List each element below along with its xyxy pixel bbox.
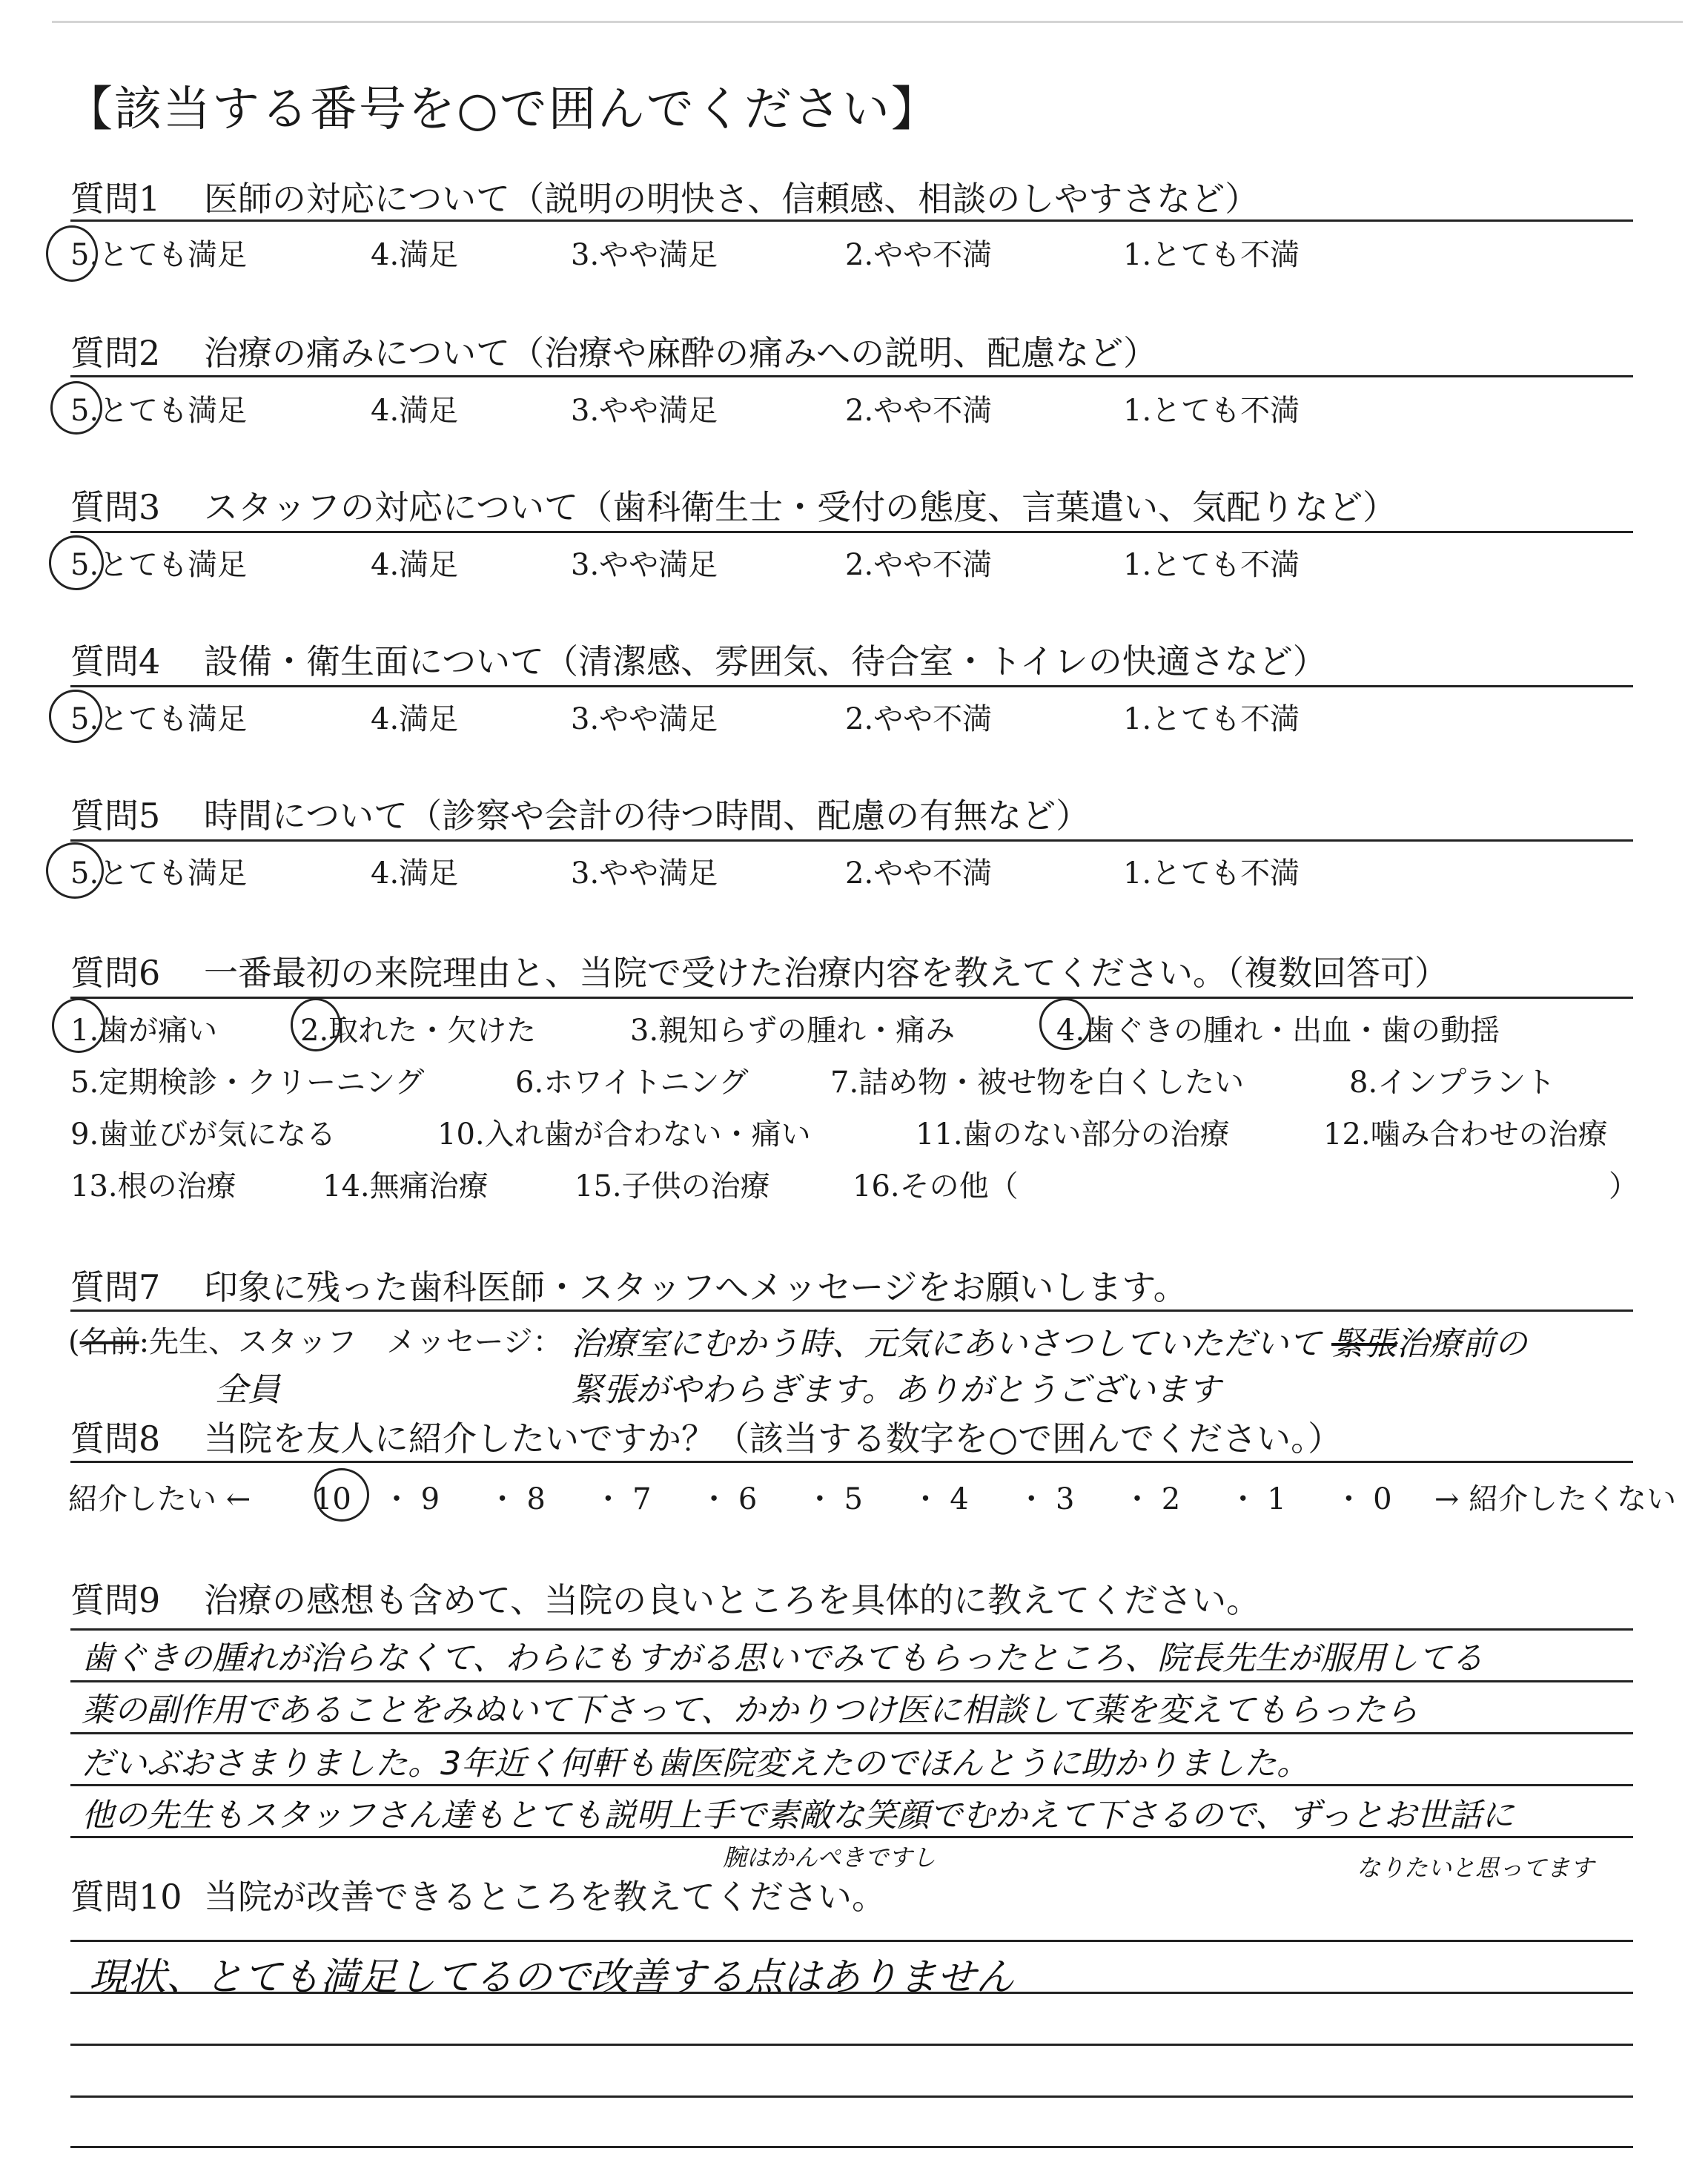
answer-line bbox=[70, 1732, 1633, 1734]
answer-circle bbox=[291, 998, 341, 1051]
answer-line bbox=[70, 2146, 1633, 2148]
question-number: 質問1 bbox=[70, 179, 161, 219]
question-6 bbox=[70, 946, 1449, 995]
reason-option[interactable]: 7.詰め物・被せ物を白くしたい bbox=[830, 1066, 1245, 1100]
answer-line bbox=[70, 1992, 1633, 1994]
answer-circle bbox=[46, 225, 98, 282]
rating-option[interactable]: 4.満足 bbox=[371, 548, 459, 582]
question-text: スタッフの対応について（歯科衛生士・受付の態度、言葉遣い、気配りなど） bbox=[204, 487, 1397, 527]
reason-option[interactable]: 16.その他（ bbox=[853, 1169, 1019, 1203]
scale-value[interactable]: 9 bbox=[420, 1482, 440, 1516]
divider bbox=[70, 1309, 1633, 1312]
scale-value[interactable]: 7 bbox=[632, 1482, 652, 1516]
rating-option[interactable]: 1.とても不満 bbox=[1123, 702, 1300, 736]
question-number: 質問5 bbox=[70, 796, 161, 836]
reason-option[interactable]: 3.親知らずの腫れ・痛み bbox=[630, 1014, 956, 1048]
answer-line bbox=[70, 2044, 1633, 2046]
answer-circle bbox=[1039, 998, 1091, 1050]
rating-option[interactable]: 2.やや不満 bbox=[845, 548, 993, 582]
rating-option[interactable]: 2.やや不満 bbox=[845, 394, 993, 428]
recommend-scale: 紹介したい ← 10 ・ 9 ・ 8 ・ 7 ・ 6 ・ 5 ・ 4 ・ 3 ・ 2 ・ 1 ・ 0 → 紹介したくない bbox=[68, 1476, 1676, 1518]
rating-option[interactable]: 2.やや不満 bbox=[845, 856, 993, 891]
divider bbox=[70, 685, 1633, 687]
rating-option[interactable]: 1.とても不満 bbox=[1123, 856, 1300, 891]
rating-option[interactable]: 1.とても不満 bbox=[1123, 394, 1300, 428]
rating-option[interactable]: 4.満足 bbox=[371, 238, 459, 272]
question-2 bbox=[70, 326, 1157, 375]
rating-option[interactable]: 5.とても満足 bbox=[70, 238, 248, 272]
reason-option[interactable]: 11.歯のない部分の治療 bbox=[916, 1117, 1230, 1152]
answer-line-4: 他の先生もスタッフさん達もとても説明上手で素敵な笑顔でむかえて下さるので、ずっとお世話に bbox=[82, 1797, 1515, 1834]
answer-circle bbox=[314, 1468, 369, 1522]
rating-option[interactable]: 4.満足 bbox=[371, 856, 459, 891]
reason-option[interactable]: 1.歯が痛い bbox=[70, 1014, 218, 1048]
question-10 bbox=[70, 1870, 886, 1919]
answer-circle bbox=[49, 535, 104, 590]
rating-option[interactable]: 3.やや満足 bbox=[571, 856, 718, 891]
question-text: 時間について（診察や会計の待つ時間、配慮の有無など） bbox=[204, 796, 1090, 836]
answer-line-3: だいぶおさまりました。3年近く何軒も歯医院変えたのでほんとうに助かりました。 bbox=[82, 1745, 1309, 1783]
reason-option[interactable]: 5.定期検診・クリーニング bbox=[70, 1066, 425, 1100]
reason-option[interactable]: 8.インプラント bbox=[1349, 1066, 1556, 1100]
divider bbox=[70, 375, 1633, 377]
answer-line bbox=[70, 1628, 1633, 1631]
reason-option[interactable]: 6.ホワイトニング bbox=[515, 1066, 749, 1100]
question-number: 質問7 bbox=[70, 1267, 161, 1307]
scale-value[interactable]: 3 bbox=[1055, 1482, 1075, 1516]
answer-circle bbox=[50, 381, 102, 435]
rating-option[interactable]: 3.やや満足 bbox=[571, 702, 718, 736]
scale-value[interactable]: 2 bbox=[1161, 1482, 1181, 1516]
question-text: 当院が改善できるところを教えてください。 bbox=[204, 1877, 886, 1917]
scale-value[interactable]: 6 bbox=[738, 1482, 758, 1516]
message-label: (名前:先生、スタッフ メッセージ： bbox=[68, 1325, 563, 1359]
reason-option[interactable]: 9.歯並びが気になる bbox=[70, 1117, 337, 1152]
question-number: 質問4 bbox=[70, 641, 161, 681]
question-3 bbox=[70, 480, 1397, 529]
answer-circle bbox=[52, 998, 105, 1053]
question-text: 一番最初の来院理由と、当院で受けた治療内容を教えてください。（複数回答可） bbox=[204, 953, 1449, 993]
rating-option[interactable]: 5.とても満足 bbox=[70, 856, 248, 891]
message-line-2: 緊張がやわらぎます。ありがとうございます bbox=[571, 1371, 1221, 1409]
answer-line-1: 歯ぐきの腫れが治らなくて、わらにもすがる思いでみてもらったところ、院長先生が服用してる bbox=[82, 1639, 1484, 1677]
divider bbox=[70, 1461, 1633, 1463]
question-7 bbox=[70, 1261, 1188, 1309]
answer-line bbox=[70, 1784, 1633, 1786]
rating-option[interactable]: 5.とても満足 bbox=[70, 548, 248, 582]
question-number: 質問9 bbox=[70, 1580, 161, 1620]
struck-word: 緊張 bbox=[1331, 1325, 1397, 1363]
question-text: 治療の感想も含めて、当院の良いところを具体的に教えてください。 bbox=[204, 1580, 1261, 1620]
answer-line-5: なりたいと思ってます bbox=[1357, 1854, 1595, 1882]
rating-option[interactable]: 4.満足 bbox=[371, 702, 459, 736]
answer-line bbox=[70, 2095, 1633, 2098]
struck-name-label: 名前 bbox=[79, 1325, 139, 1359]
scale-right-label: → 紹介したくない bbox=[1434, 1482, 1677, 1516]
scale-value[interactable]: 10 bbox=[313, 1482, 351, 1516]
question-8 bbox=[70, 1412, 1342, 1461]
answer-insert: 腕はかんぺきですし bbox=[723, 1843, 936, 1872]
rating-option[interactable]: 2.やや不満 bbox=[845, 702, 993, 736]
question-number: 質問3 bbox=[70, 487, 161, 527]
rating-option[interactable]: 3.やや満足 bbox=[571, 548, 718, 582]
answer-line bbox=[70, 1836, 1633, 1838]
divider bbox=[70, 839, 1633, 842]
message-recipient: 全員 bbox=[215, 1371, 280, 1409]
rating-option[interactable]: 2.やや不満 bbox=[845, 238, 993, 272]
question-4 bbox=[70, 635, 1327, 684]
question-text: 印象に残った歯科医師・スタッフへメッセージをお願いします。 bbox=[204, 1267, 1188, 1307]
scale-value[interactable]: 1 bbox=[1267, 1482, 1286, 1516]
answer-line bbox=[70, 1680, 1633, 1682]
question-text: 設備・衛生面について（清潔感、雰囲気、待合室・トイレの快適さなど） bbox=[204, 641, 1327, 681]
question-number: 質問2 bbox=[70, 333, 161, 373]
reason-option[interactable]: 12.噛み合わせの治療 bbox=[1323, 1117, 1608, 1152]
scale-value[interactable]: 8 bbox=[526, 1482, 546, 1516]
scale-value[interactable]: 5 bbox=[844, 1482, 863, 1516]
answer-line bbox=[70, 1940, 1633, 1942]
divider bbox=[70, 997, 1633, 999]
question-text: 当院を友人に紹介したいですか？（該当する数字を○で囲んでください。） bbox=[204, 1418, 1343, 1459]
rating-option[interactable]: 5.とても満足 bbox=[70, 394, 248, 428]
page-title: 【該当する番号を○で囲んでください】 bbox=[65, 82, 940, 137]
reason-option[interactable]: 13.根の治療 bbox=[70, 1169, 236, 1203]
reason-option[interactable]: 4.歯ぐきの腫れ・出血・歯の動揺 bbox=[1056, 1014, 1500, 1048]
reason-option[interactable]: 15.子供の治療 bbox=[575, 1169, 770, 1203]
reason-option[interactable]: 2.取れた・欠けた bbox=[300, 1014, 537, 1048]
rating-option[interactable]: 5.とても満足 bbox=[70, 702, 248, 736]
question-text: 治療の痛みについて（治療や麻酔の痛みへの説明、配慮など） bbox=[204, 333, 1158, 373]
divider bbox=[70, 219, 1633, 222]
scale-value[interactable]: 0 bbox=[1373, 1482, 1392, 1516]
answer-line-2: 薬の副作用であることをみぬいて下さって、かかりつけ医に相談して薬を変えてもらったら bbox=[82, 1691, 1419, 1729]
reason-option[interactable]: 14.無痛治療 bbox=[322, 1169, 489, 1203]
answer-circle bbox=[46, 842, 104, 899]
question-number: 質問8 bbox=[70, 1418, 161, 1459]
top-border bbox=[52, 21, 1683, 23]
reason-other-close: ） bbox=[1609, 1169, 1638, 1203]
divider bbox=[70, 531, 1633, 533]
question-text: 医師の対応について（説明の明快さ、信頼感、相談のしやすさなど） bbox=[204, 179, 1260, 219]
question-number: 質問6 bbox=[70, 953, 161, 993]
reason-option[interactable]: 10.入れ歯が合わない・痛い bbox=[437, 1117, 811, 1152]
rating-option[interactable]: 3.やや満足 bbox=[571, 394, 718, 428]
answer-circle bbox=[49, 690, 102, 743]
question-9 bbox=[70, 1573, 1260, 1622]
rating-option[interactable]: 4.満足 bbox=[371, 394, 459, 428]
message-line-1: 治療室にむかう時、元気にあいさつしていただいて 緊張治療前の bbox=[571, 1325, 1527, 1363]
question-1 bbox=[70, 172, 1259, 221]
improvement-answer: 現状、とても満足してるので改善する点はありません bbox=[89, 1955, 1015, 2000]
scale-left-label: 紹介したい ← bbox=[68, 1482, 251, 1516]
question-number: 質問10 bbox=[70, 1877, 182, 1917]
question-5 bbox=[70, 789, 1090, 838]
rating-option[interactable]: 1.とても不満 bbox=[1123, 548, 1300, 582]
rating-option[interactable]: 3.やや満足 bbox=[571, 238, 718, 272]
rating-option[interactable]: 1.とても不満 bbox=[1123, 238, 1300, 272]
scale-value[interactable]: 4 bbox=[950, 1482, 969, 1516]
